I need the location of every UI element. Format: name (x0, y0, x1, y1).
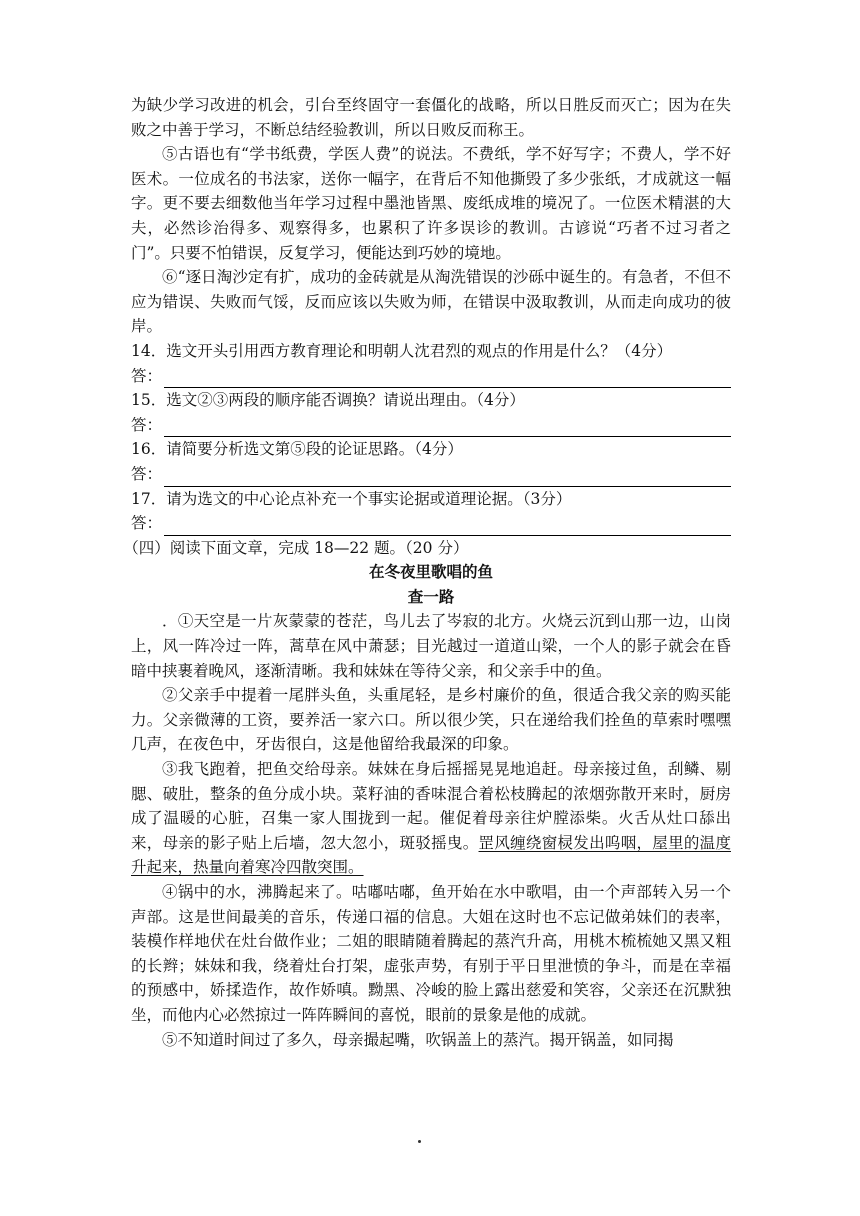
article-paragraph-5: ⑤不知道时间过了多久，母亲撮起嘴，吹锅盖上的蒸汽。揭开锅盖，如同揭 (162, 1030, 674, 1049)
question-16: 16．请简要分析选文第⑤段的论证思路。（4分） (131, 440, 463, 459)
answer-underline (164, 469, 731, 487)
article-paragraph-1: ．①天空是一片灰蒙蒙的苍茫，鸟儿去了岑寂的北方。火烧云沉到山那一边，山岗上，风一阵冷过一阵，蒿草在风中萧瑟；目光越过一道道山梁，一个人的影子就会在昏暗中挟裹着晚风，逐渐清晰。我和妹妹在等待父亲，和父亲手中的鱼。 (131, 612, 731, 680)
paragraph-6: ⑥“逐日淘沙定有扩，成功的金砖就是从淘洗错误的沙砾中诞生的。有急者，不但不应为错误、失败而气馁，反而应该以失败为师，在错误中汲取教训，从而走向成功的彼岸。 (131, 268, 731, 336)
question-17: 17．请为选文的中心论点补充一个事实论据或道理论据。（3分） (131, 489, 572, 508)
article-paragraph-3 (131, 757, 731, 880)
question-15: 15．选文②③两段的顺序能否调换？请说出理由。（4分） (131, 391, 525, 410)
answer-underline (164, 518, 731, 536)
article-title: 在冬夜里歌唱的鱼 (368, 563, 493, 582)
answer-line-17[interactable] (131, 511, 731, 536)
article-author: 查一路 (407, 587, 455, 606)
paragraph-3-text: ③我飞跑着，把鱼交给母亲。妹妹在身后摇摇晃晃地追赶。母亲接过鱼，刮鳞、剔腮、破肚，整条的鱼分成小块。菜籽油的香味混合着松枝腾起的浓烟弥散开来时，厨房成了温暖的心脏，召集一家人围拢到一起。催促着母亲往炉膛添柴。火舌从灶口舔出来，母亲的影子贴上后墙，忽大忽小，斑驳摇曳。 (131, 760, 731, 852)
underlined-sentence: 罡风缠绕窗棂发出呜咽，屋里的温度升起来，热量向着寒冷四散突围。 (131, 833, 731, 877)
question-14: 14．选文开头引用西方教育理论和明朝人沈君烈的观点的作用是什么？（4分） (131, 341, 673, 360)
article-paragraph-2: ②父亲手中提着一尾胖头鱼，头重尾轻，是乡村廉价的鱼，很适合我父亲的购买能力。父亲微薄的工资，要养活一家六口。所以很少笑，只在递给我们拴鱼的草索时嘿嘿几声，在夜色中，牙齿很白，这是他留给我最深的印象。 (131, 686, 731, 754)
paragraph-5: ⑤古语也有“学书纸费，学医人费”的说法。不费纸，学不好写字；不费人，学不好医术。一位成名的书法家，送你一幅字，在背后不知他撕毁了多少张纸，才成就这一幅字。更不要去细数他当年学习过程中墨池皆黑、废纸成堆的境况了。一位医术精湛的大夫，必然诊治得多、观察得多，也累积了许多误诊的教训。古谚说“巧者不过习者之门”。只要不怕错误，反复学习，便能达到巧妙的境地。 (131, 145, 731, 262)
article-paragraph-4: ④锅中的水，沸腾起来了。咕嘟咕嘟，鱼开始在水中歌唱，由一个声部转入另一个声部。这是世间最美的音乐，传递口福的信息。大姐在这时也不忘记做弟妹们的表率，装模作样地伏在灶台做作业；二姐的眼睛随着腾起的蒸汽升高，用桃木梳梳她又黑又粗的长辫；妹妹和我，绕着灶台打架，虚张声势，有别于平日里泄愤的争斗，而是在幸福的预感中，娇揉造作，故作娇嗔。黝黑、冷峻的脸上露出慈爱和笑容，父亲还在沉默独坐，而他内心必然掠过一阵阵瞬间的喜悦，眼前的景象是他的成就。 (131, 883, 731, 1024)
answer-line-14[interactable] (131, 364, 731, 389)
answer-label: 答： (131, 415, 163, 434)
paragraph-continuation: 为缺少学习改进的机会，引台至终固守一套僵化的战略，所以日胜反而灭亡；因为在失败之中善于学习，不断总结经验教训，所以日败反而称王。 (131, 96, 731, 139)
section-heading: （四）阅读下面文章，完成 18—22 题。（20 分） (123, 538, 469, 557)
answer-line-16[interactable] (131, 462, 731, 487)
answer-underline (164, 419, 731, 437)
answer-line-15[interactable] (131, 413, 731, 438)
emphasis-dot (418, 1140, 421, 1143)
answer-label: 答： (131, 464, 163, 483)
answer-underline (164, 370, 731, 388)
answer-label: 答： (131, 366, 163, 385)
document-body (123, 93, 731, 1052)
answer-label: 答： (131, 514, 163, 533)
